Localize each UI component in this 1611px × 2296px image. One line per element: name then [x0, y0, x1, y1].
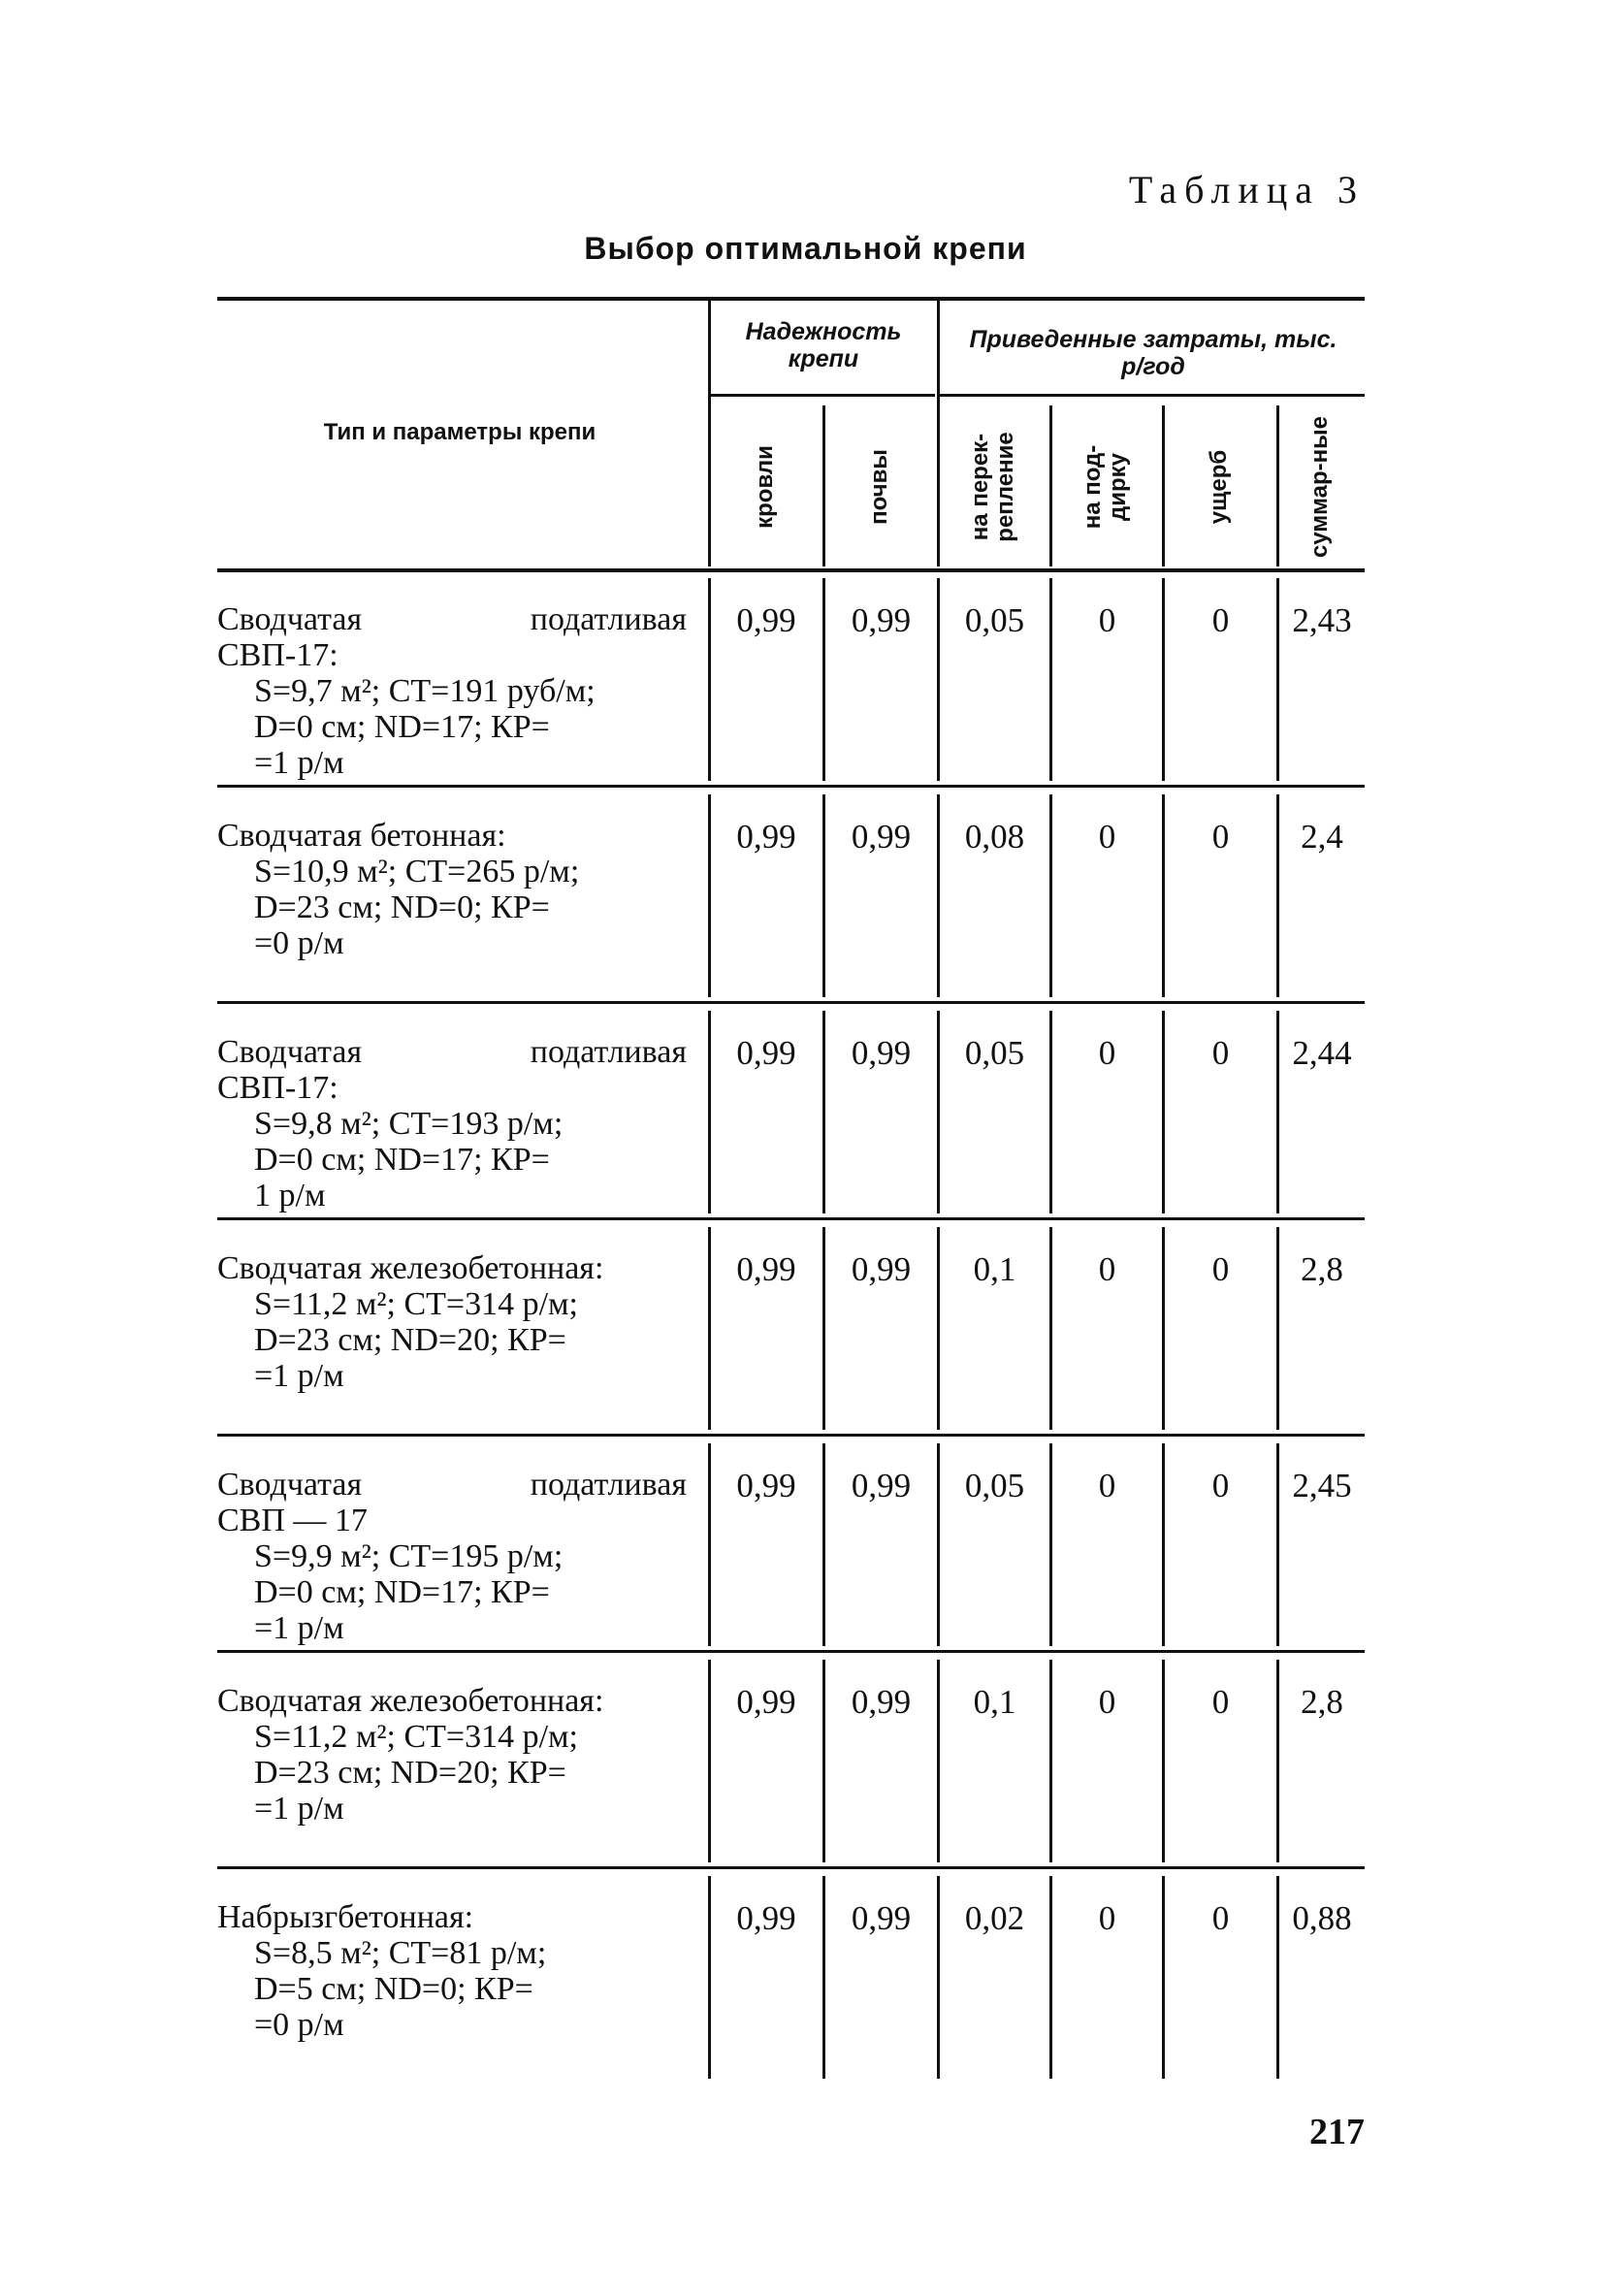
support-parameters-line: D=0 см; ND=17; КР=	[254, 1142, 550, 1178]
cell-floor: 0,99	[851, 818, 912, 856]
reliability-group-rule	[710, 394, 935, 397]
cell-damage: 0	[1211, 818, 1230, 856]
cell-damage: 0	[1211, 1467, 1230, 1504]
support-parameters-line: D=23 см; ND=0; КР=	[254, 889, 550, 925]
cell-reinforce: 0,05	[964, 1034, 1025, 1072]
cell-total: 2,8	[1301, 1250, 1343, 1288]
header-divider	[1162, 405, 1165, 566]
page-number: 217	[1309, 2112, 1365, 2152]
header-undercut: на под-дирку	[1079, 444, 1131, 530]
cell-undercut: 0	[1098, 1899, 1116, 1937]
support-description	[217, 1250, 687, 1394]
support-description	[217, 601, 687, 781]
costs-group-rule	[939, 394, 1365, 397]
support-title: Сводчатая бетонная:	[217, 818, 506, 854]
header-divider	[937, 297, 940, 566]
support-selection-table	[217, 297, 1365, 2082]
cell-total: 2,4	[1301, 818, 1343, 856]
support-parameters-line: =1 р/м	[254, 1358, 344, 1394]
cell-reinforce: 0,02	[964, 1899, 1025, 1937]
cell-floor: 0,99	[851, 1034, 912, 1072]
header-total: суммар-ные	[1306, 416, 1333, 558]
support-description	[217, 1034, 687, 1213]
support-description	[217, 1899, 687, 2043]
cell-floor: 0,99	[851, 1683, 912, 1721]
support-model: СВП — 17	[217, 1503, 368, 1538]
cell-undercut: 0	[1098, 1034, 1116, 1072]
row-separator	[217, 1001, 1365, 1004]
support-parameters-line: =1 р/м	[254, 745, 344, 781]
support-parameters-line: D=5 см; ND=0; КР=	[254, 1971, 533, 2007]
support-parameters-line: =1 р/м	[254, 1791, 344, 1827]
cell-roof: 0,99	[736, 1899, 796, 1937]
header-reinforce: на перек-репление	[967, 432, 1018, 542]
support-model: СВП-17:	[217, 637, 338, 673]
cell-roof: 0,99	[736, 1467, 796, 1504]
support-parameters-line: S=10,9 м²; СТ=265 р/м;	[254, 854, 580, 889]
cell-damage: 0	[1211, 1034, 1230, 1072]
row-separator	[217, 1217, 1365, 1220]
cell-total: 2,44	[1292, 1034, 1352, 1072]
row-separator	[217, 1434, 1365, 1437]
support-parameters-line: S=9,7 м²; СТ=191 руб/м;	[254, 673, 596, 709]
support-parameters-line: S=9,9 м²; СТ=195 р/м;	[254, 1538, 564, 1574]
cell-undercut: 0	[1098, 601, 1116, 639]
support-parameters-line: D=0 см; ND=17; КР=	[254, 1574, 550, 1610]
row-separator	[217, 785, 1365, 788]
cell-roof: 0,99	[736, 1034, 796, 1072]
cell-undercut: 0	[1098, 818, 1116, 856]
header-damage: ущерб	[1206, 449, 1232, 525]
support-title: Сводчатая податливая	[217, 1467, 687, 1503]
table-label: Таблица 3	[1128, 168, 1365, 211]
header-floor: почвы	[866, 449, 892, 525]
support-title: Сводчатая податливая	[217, 1034, 687, 1070]
cell-undercut: 0	[1098, 1467, 1116, 1504]
table-top-rule	[217, 297, 1365, 301]
cell-floor: 0,99	[851, 1250, 912, 1288]
support-parameters-line: D=0 см; ND=17; КР=	[254, 709, 550, 745]
support-title: Сводчатая железобетонная:	[217, 1250, 604, 1286]
cell-damage: 0	[1211, 1683, 1230, 1721]
support-parameters-line: D=23 см; ND=20; КР=	[254, 1322, 566, 1358]
cell-damage: 0	[1211, 1250, 1230, 1288]
cell-undercut: 0	[1098, 1250, 1116, 1288]
row-separator	[217, 1866, 1365, 1869]
header-divider	[708, 297, 711, 566]
table-title: Выбор оптимальной крепи	[584, 231, 1027, 266]
cell-roof: 0,99	[736, 818, 796, 856]
cell-roof: 0,99	[736, 1250, 796, 1288]
cell-total: 2,8	[1301, 1683, 1343, 1721]
cell-reinforce: 0,08	[964, 818, 1025, 856]
cell-floor: 0,99	[851, 1467, 912, 1504]
header-support-type: Тип и параметры крепи	[323, 419, 596, 445]
support-title: Сводчатая железобетонная:	[217, 1683, 604, 1719]
support-parameters-line: =0 р/м	[254, 925, 344, 961]
support-model: СВП-17:	[217, 1070, 338, 1106]
cell-total: 2,45	[1292, 1467, 1352, 1504]
support-parameters-line: S=11,2 м²; СТ=314 р/м;	[254, 1286, 579, 1322]
support-title: Сводчатая податливая	[217, 601, 687, 637]
cell-reinforce: 0,05	[964, 1467, 1025, 1504]
support-parameters-line: S=8,5 м²; СТ=81 р/м;	[254, 1935, 547, 1971]
support-parameters-line: =1 р/м	[254, 1610, 344, 1646]
header-divider	[1049, 405, 1052, 566]
header-costs: Приведенные затраты, тыс. р/год	[969, 326, 1337, 380]
support-description	[217, 818, 687, 961]
cell-floor: 0,99	[851, 601, 912, 639]
support-parameters-line: 1 р/м	[254, 1178, 326, 1213]
header-bottom-rule	[217, 568, 1365, 572]
cell-reinforce: 0,1	[973, 1250, 1016, 1288]
cell-damage: 0	[1211, 1899, 1230, 1937]
header-divider	[822, 405, 825, 566]
cell-roof: 0,99	[736, 1683, 796, 1721]
cell-roof: 0,99	[736, 601, 796, 639]
cell-total: 0,88	[1292, 1899, 1352, 1937]
cell-total: 2,43	[1292, 601, 1352, 639]
support-description	[217, 1683, 687, 1827]
support-parameters-line: D=23 см; ND=20; КР=	[254, 1755, 566, 1791]
cell-reinforce: 0,1	[973, 1683, 1016, 1721]
header-roof: кровли	[752, 445, 778, 529]
cell-undercut: 0	[1098, 1683, 1116, 1721]
header-reliability: Надежность крепи	[745, 318, 902, 372]
support-parameters-line: S=9,8 м²; СТ=193 р/м;	[254, 1106, 564, 1142]
cell-damage: 0	[1211, 601, 1230, 639]
cell-floor: 0,99	[851, 1899, 912, 1937]
cell-reinforce: 0,05	[964, 601, 1025, 639]
row-separator	[217, 1650, 1365, 1653]
support-parameters-line: =0 р/м	[254, 2007, 344, 2043]
support-description	[217, 1467, 687, 1646]
support-parameters-line: S=11,2 м²; СТ=314 р/м;	[254, 1719, 579, 1755]
support-title: Набрызгбетонная:	[217, 1899, 474, 1935]
